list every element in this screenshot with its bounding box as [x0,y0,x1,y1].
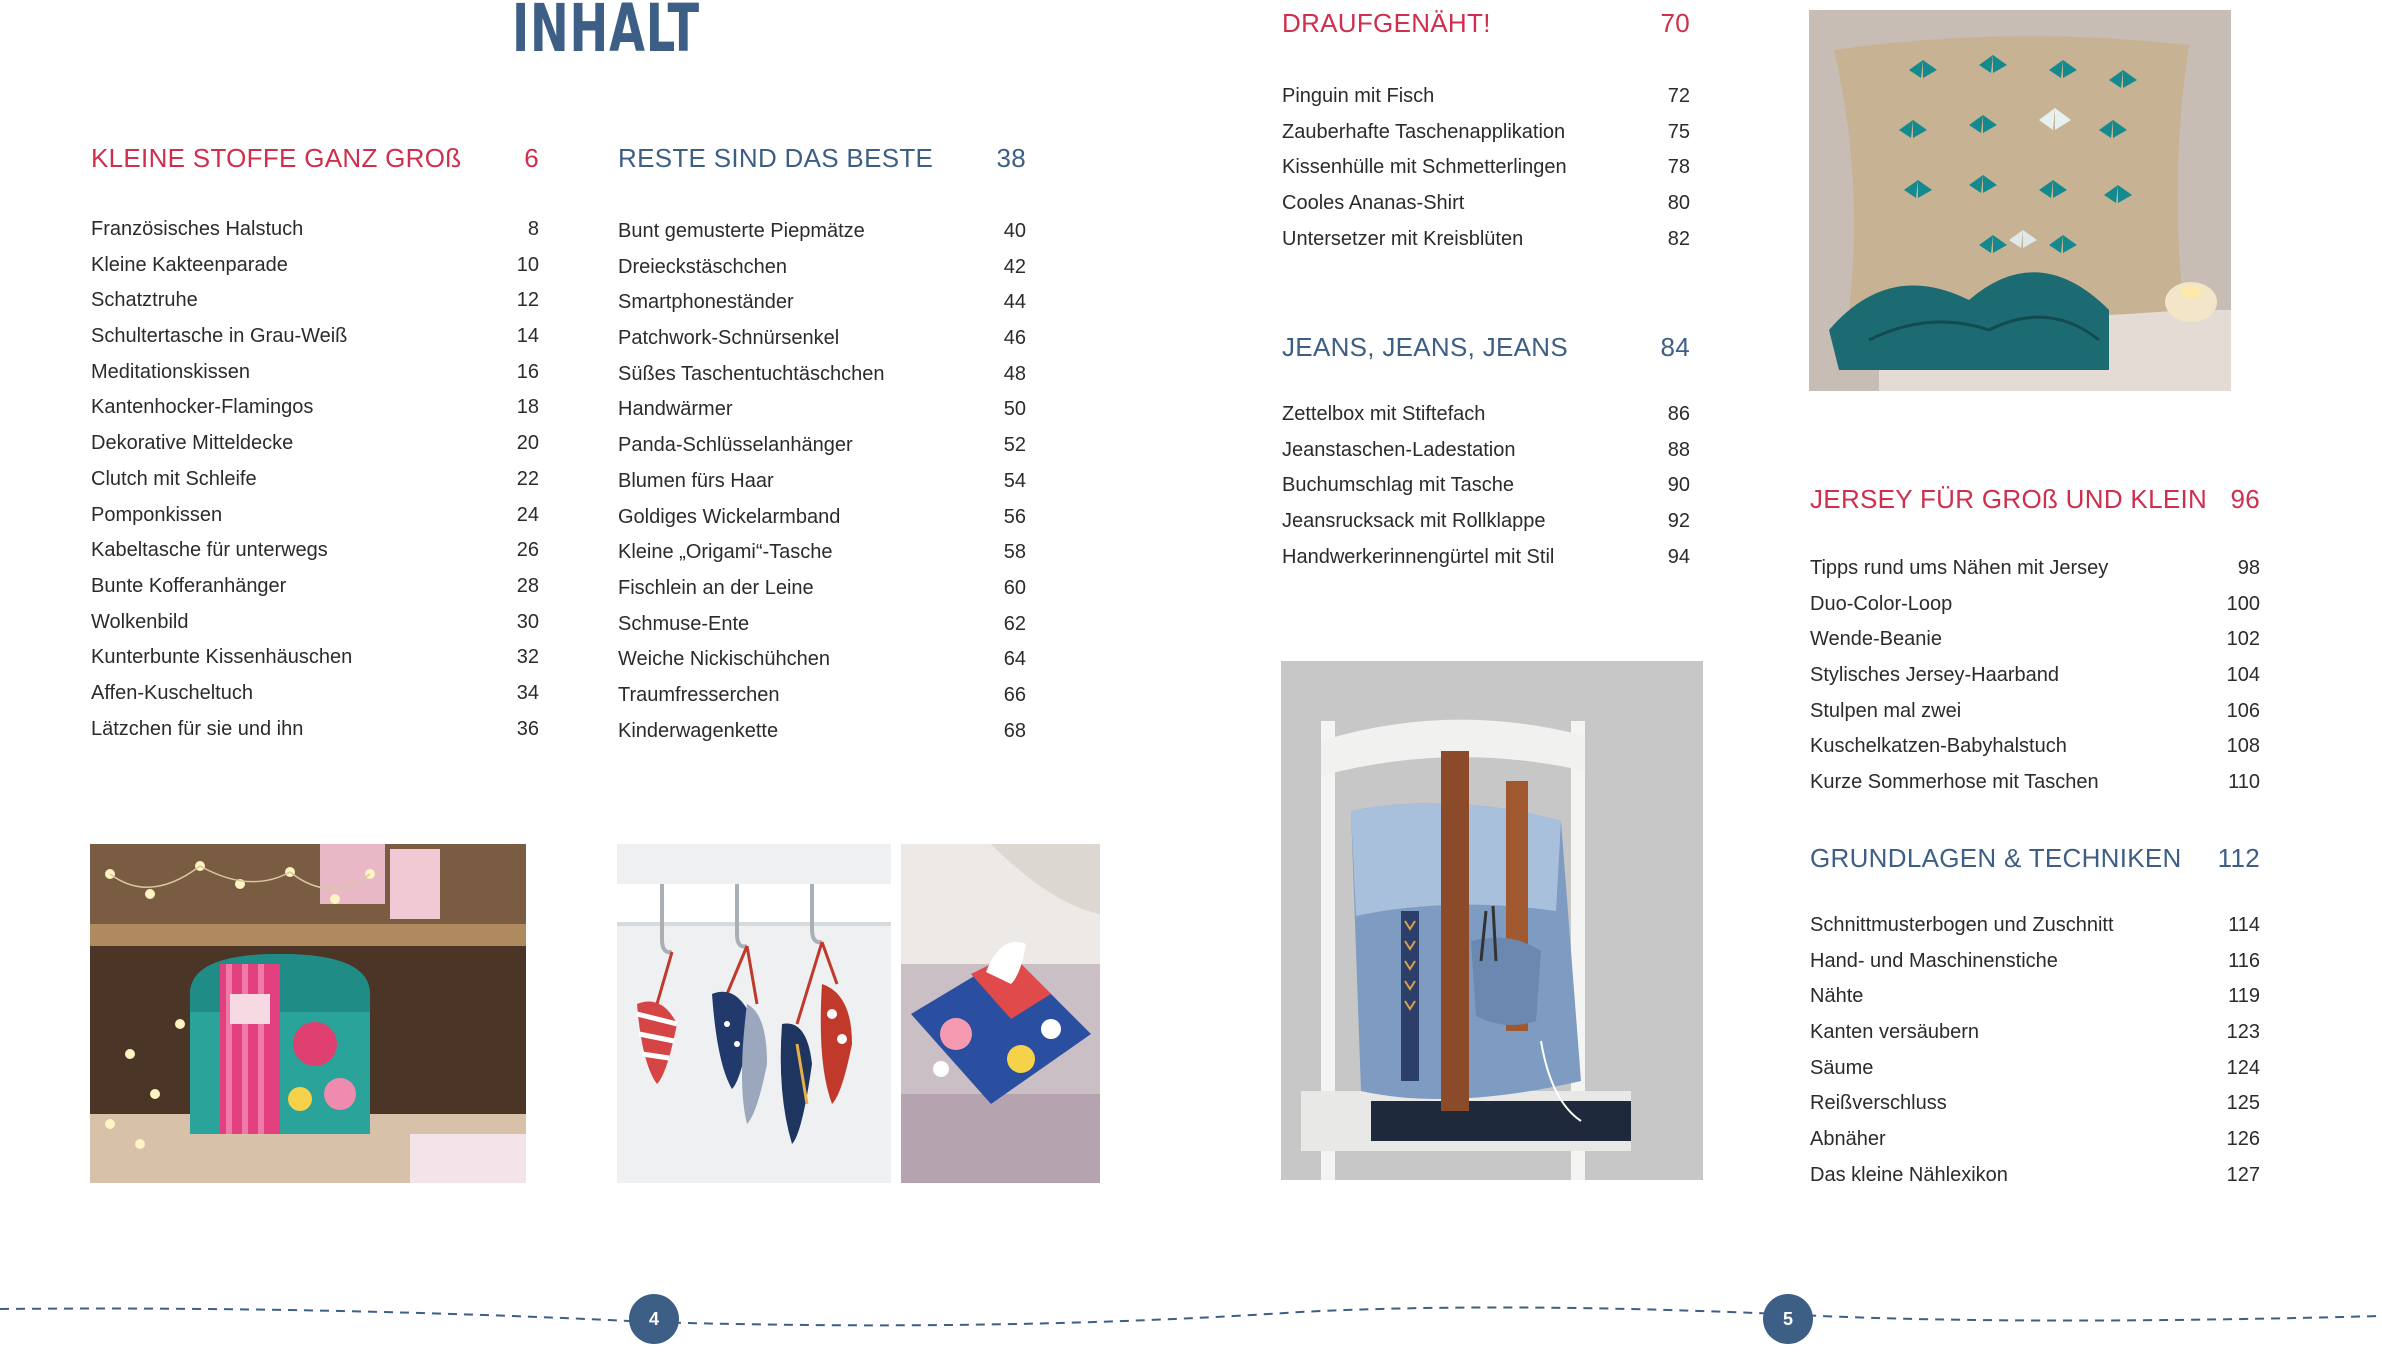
section-page-number: 38 [996,143,1026,173]
toc-entry [1810,663,2260,699]
toc-entry-title: Blumen fürs Haar [618,469,774,492]
toc-entry-page: 18 [516,396,539,419]
toc-entry-title: Handwerkerinnengürtel mit Stil [1282,545,1555,568]
toc-entry [91,253,539,289]
toc-entry-page: 98 [2237,557,2260,579]
toc-entry [91,574,539,610]
toc-entry-page: 92 [1667,510,1690,533]
toc-entry-title: Handwärmer [618,398,733,421]
toc-entry [91,288,539,324]
toc-entry [618,397,1026,433]
toc-entry-title: Schnittmusterbogen und Zuschnitt [1810,914,2114,936]
toc-entry-page: 106 [2226,699,2260,722]
toc-entry-page: 14 [516,325,539,348]
toc-entry-title: Untersetzer mit Kreisblüten [1282,227,1524,250]
toc-entry-title: Wende-Beanie [1810,628,1942,651]
toc-entry-title: Wolkenbild [91,610,189,633]
toc-entry [91,431,539,467]
toc-entry-page: 62 [1003,612,1026,635]
toc-entry-page: 127 [2226,1163,2260,1186]
toc-entry-title: Kuschelkatzen-Babyhalstuch [1810,735,2067,758]
toc-entry-page: 36 [516,717,539,740]
toc-entry-title: Traumfresserchen [618,683,780,706]
toc-entry-page: 28 [516,574,539,597]
toc-entry-title: Hand- und Maschinenstiche [1810,949,2058,972]
toc-entry-title: Weiche Nickischühchen [618,648,830,671]
toc-entry [1282,191,1690,227]
toc-entry-page: 44 [1003,291,1026,314]
toc-entry [91,467,539,503]
section-jeans [1282,332,1690,568]
section-title: RESTE SIND DAS BESTE [618,143,934,173]
toc-entry [1810,592,2260,628]
toc-entry-title: Tipps rund ums Nähen mit Jersey [1810,557,2109,579]
toc-entry [1810,1020,2260,1056]
toc-entry-title: Patchwork-Schnürsenkel [618,327,840,350]
toc-entry [1282,509,1690,545]
section-title: KLEINE STOFFE GANZ GROß [91,143,462,173]
toc-entry-page: 8 [527,218,539,240]
toc-entry-title: Nähte [1810,985,1864,1008]
toc-entry-page: 42 [1003,255,1026,278]
toc-entry-page: 20 [516,432,539,455]
toc-entry-title: Buchumschlag mit Tasche [1282,474,1514,497]
toc-entry [1282,155,1690,191]
section-jersey [1810,484,2260,794]
toc-entry-title: Das kleine Nählexikon [1810,1163,2008,1186]
toc-entry-page: 90 [1667,474,1690,497]
page-number-left: 4 [629,1294,679,1344]
entry-list [91,217,539,752]
toc-entry-title: Kanten versäubern [1810,1021,1980,1044]
toc-entry-page: 119 [2228,985,2260,1008]
toc-entry [618,576,1026,612]
toc-entry-page: 64 [1003,648,1026,671]
toc-entry-title: Bunte Kofferanhänger [91,574,287,597]
photo-butterfly-pillow [1809,10,2231,391]
entry-list [1810,913,2260,1199]
toc-entry-page: 16 [516,360,539,383]
toc-entry [618,612,1026,648]
section-reste [618,143,1026,742]
section-title: DRAUFGENÄHT! [1282,8,1491,38]
toc-entry-page: 82 [1667,227,1690,250]
toc-entry-title: Schultertasche in Grau-Weiß [91,325,348,348]
toc-entry-page: 88 [1667,438,1690,461]
toc-entry [1810,627,2260,663]
toc-entry [1810,949,2260,985]
toc-entry-page: 123 [2226,1021,2260,1044]
page-number-right: 5 [1763,1294,1813,1344]
toc-entry [1810,734,2260,770]
toc-entry-page: 22 [516,467,539,490]
toc-entry-page: 110 [2228,771,2260,794]
toc-entry-title: Schatztruhe [91,289,198,312]
toc-entry-title: Meditationskissen [91,360,250,383]
toc-entry [1282,473,1690,509]
toc-entry-title: Reißverschluss [1810,1092,1947,1115]
toc-entry-page: 75 [1667,120,1690,143]
toc-entry-page: 104 [2226,664,2260,687]
toc-entry [618,255,1026,291]
toc-entry [1282,402,1690,438]
toc-entry-page: 12 [516,289,539,312]
toc-entry [91,503,539,539]
toc-entry-title: Duo-Color-Loop [1810,592,1953,615]
toc-entry [618,719,1026,755]
toc-entry [618,505,1026,541]
toc-entry-title: Säume [1810,1056,1874,1079]
section-heading [1810,484,2260,524]
toc-entry-title: Lätzchen für sie und ihn [91,717,304,740]
toc-entry-title: Zettelbox mit Stiftefach [1282,403,1486,425]
toc-entry-title: Goldiges Wickelarmband [618,505,841,528]
section-draufgenaeht [1282,8,1690,250]
toc-entry [618,540,1026,576]
section-page-number: 84 [1660,332,1690,362]
toc-entry [1282,120,1690,156]
toc-entry [1810,913,2260,949]
toc-entry [1282,438,1690,474]
toc-entry-title: Zauberhafte Taschenapplikation [1282,120,1566,143]
toc-entry [91,610,539,646]
toc-entry-page: 26 [516,539,539,562]
toc-entry-title: Kleine Kakteenparade [91,253,288,276]
toc-entry-page: 50 [1003,398,1026,421]
toc-entry-title: Jeansrucksack mit Rollklappe [1282,510,1546,533]
toc-entry-page: 86 [1667,403,1690,425]
section-page-number: 70 [1660,8,1690,38]
toc-entry-title: Fischlein an der Leine [618,576,814,599]
toc-entry-title: Kantenhocker-Flamingos [91,396,314,419]
toc-entry [618,326,1026,362]
toc-entry [1810,1127,2260,1163]
toc-entry [91,395,539,431]
section-page-number: 6 [524,143,539,173]
toc-entry [1810,1163,2260,1199]
section-page-number: 96 [2230,484,2260,514]
toc-entry [1282,84,1690,120]
toc-entry-page: 32 [516,646,539,669]
toc-entry-page: 108 [2226,735,2260,758]
toc-entry-page: 102 [2226,628,2260,651]
toc-entry-page: 58 [1003,541,1026,564]
toc-entry-page: 114 [2228,914,2260,936]
section-title: JEANS, JEANS, JEANS [1282,332,1568,362]
toc-entry [1810,1056,2260,1092]
toc-entry-title: Stulpen mal zwei [1810,699,1962,722]
photo-tissue-pouch [901,844,1100,1183]
toc-entry-page: 125 [2226,1092,2260,1115]
toc-entry-page: 116 [2228,949,2260,972]
toc-entry [618,290,1026,326]
toc-entry-page: 60 [1003,576,1026,599]
toc-entry-page: 48 [1003,362,1026,385]
toc-entry [91,324,539,360]
toc-entry-title: Kunterbunte Kissenhäuschen [91,646,353,669]
toc-entry-page: 54 [1003,469,1026,492]
toc-entry-title: Kabeltasche für unterwegs [91,539,328,562]
toc-entry [1810,699,2260,735]
section-title: JERSEY FÜR GROß UND KLEIN [1810,484,2208,514]
section-page-number: 112 [2217,843,2260,873]
toc-entry [91,360,539,396]
section-kleine-stoffe [91,143,539,740]
toc-entry-title: Jeanstaschen-Ladestation [1282,438,1516,461]
section-title: GRUNDLAGEN & TECHNIKEN [1810,843,2182,873]
toc-entry [618,469,1026,505]
toc-entry-title: Dreieckstäschchen [618,255,787,278]
toc-entry [1810,770,2260,806]
photo-jeans-backpack [1281,661,1703,1180]
toc-entry-page: 124 [2226,1056,2260,1079]
toc-entry-title: Kurze Sommerhose mit Taschen [1810,771,2099,794]
toc-entry-page: 24 [516,503,539,526]
toc-entry-page: 94 [1667,545,1690,568]
entry-list [618,219,1026,754]
toc-entry [618,219,1026,255]
toc-entry [1282,227,1690,263]
toc-entry [91,645,539,681]
toc-entry-page: 34 [516,681,539,704]
toc-entry-page: 10 [516,253,539,276]
toc-entry [91,217,539,253]
toc-entry-title: Kissenhülle mit Schmetterlingen [1282,156,1567,179]
section-grundlagen [1810,843,2260,1186]
entry-list [1282,402,1690,580]
toc-entry [618,647,1026,683]
toc-entry [91,538,539,574]
page-title: INHALT [512,0,700,67]
toc-entry-title: Dekorative Mitteldecke [91,432,294,455]
photo-fish-keychains [617,844,891,1183]
toc-entry [618,683,1026,719]
toc-entry-title: Kinderwagenkette [618,719,779,742]
section-heading [1810,843,2260,883]
toc-entry-page: 40 [1003,220,1026,242]
section-heading [91,143,539,183]
toc-entry [1810,556,2260,592]
entry-list [1282,84,1690,262]
toc-entry-page: 30 [516,610,539,633]
toc-entry-page: 78 [1667,156,1690,179]
toc-entry [1282,545,1690,581]
toc-entry [1810,984,2260,1020]
toc-entry-title: Pomponkissen [91,503,223,526]
toc-entry [91,717,539,753]
section-heading [1282,332,1690,372]
photo-treasure-chest [90,844,526,1183]
toc-entry [618,362,1026,398]
toc-entry-page: 56 [1003,505,1026,528]
footer-dashed-line [0,1292,2382,1352]
toc-entry-title: Bunt gemusterte Piepmätze [618,220,865,242]
toc-entry-title: Panda-Schlüsselanhänger [618,434,853,457]
toc-entry-title: Stylisches Jersey-Haarband [1810,664,2059,687]
toc-entry-page: 46 [1003,327,1026,350]
toc-entry-title: Clutch mit Schleife [91,467,257,490]
toc-entry-page: 66 [1003,683,1026,706]
toc-entry-title: Schmuse-Ente [618,612,750,635]
toc-entry-title: Smartphoneständer [618,291,794,314]
toc-entry-title: Kleine „Origami“-Tasche [618,541,833,564]
toc-entry-title: Süßes Taschentuchtäschchen [618,362,885,385]
toc-entry-page: 126 [2226,1128,2260,1151]
toc-entry-title: Abnäher [1810,1128,1886,1151]
section-heading [618,143,1026,183]
toc-entry [618,433,1026,469]
toc-entry-page: 72 [1667,85,1690,107]
toc-entry-title: Affen-Kuscheltuch [91,681,253,704]
toc-entry [1810,1091,2260,1127]
toc-entry-title: Französisches Halstuch [91,218,304,240]
toc-entry-page: 68 [1003,719,1026,742]
toc-entry-page: 100 [2226,592,2260,615]
section-heading [1282,8,1690,48]
toc-entry-page: 80 [1667,192,1690,215]
toc-entry-page: 52 [1003,434,1026,457]
toc-entry-title: Cooles Ananas-Shirt [1282,192,1465,215]
entry-list [1810,556,2260,806]
toc-entry [91,681,539,717]
toc-entry-title: Pinguin mit Fisch [1282,85,1435,107]
